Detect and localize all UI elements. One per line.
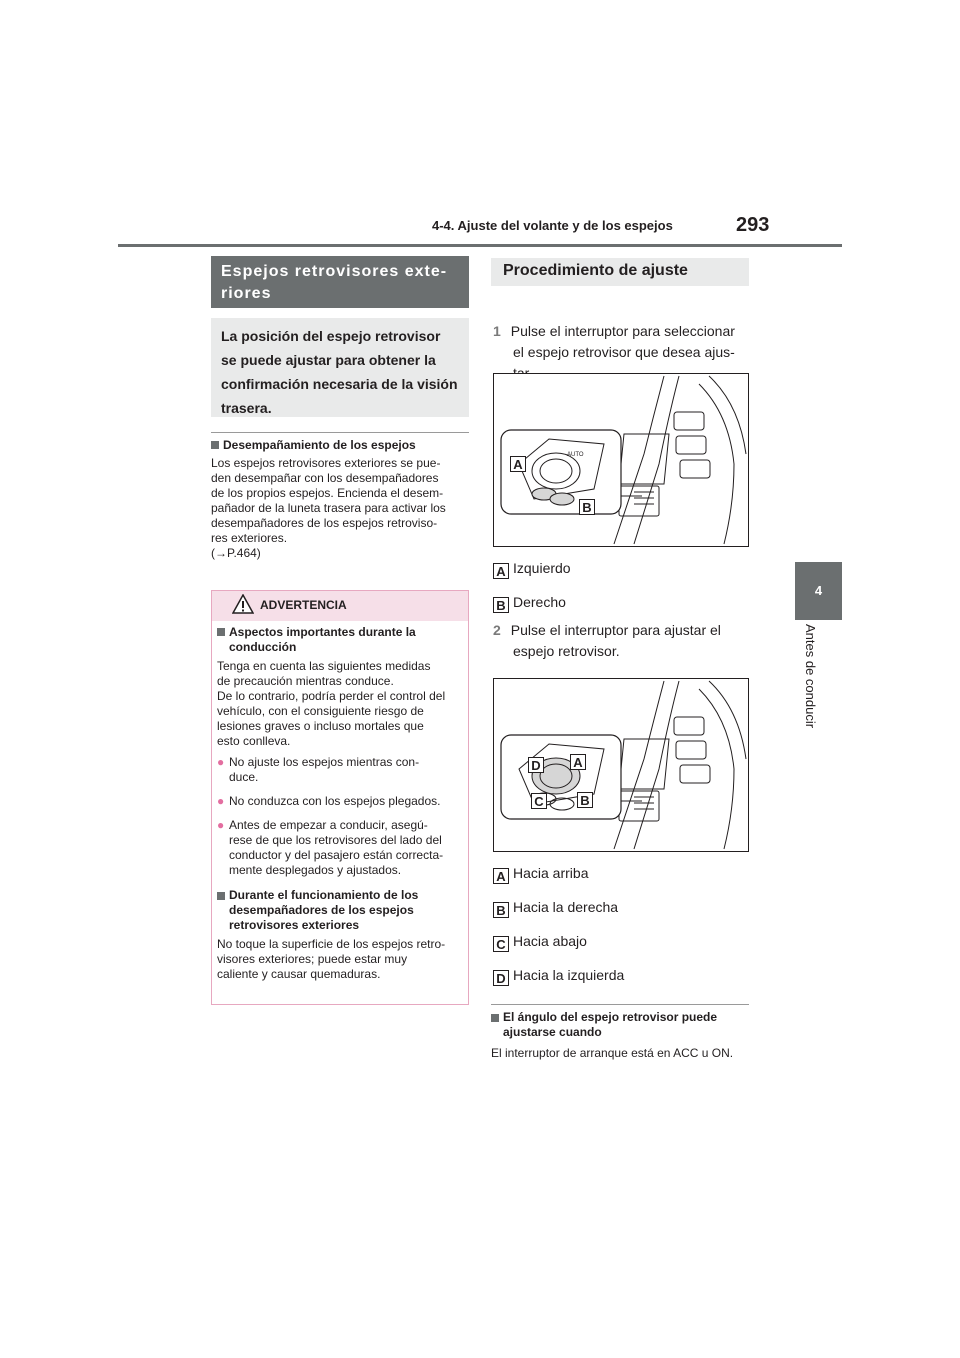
- text-line: Pulse el interruptor para ajustar el: [510, 622, 721, 638]
- warning-bullet: [217, 794, 467, 809]
- chapter-label: [778, 624, 838, 744]
- intro-box: La posición del espejo retrovisor se puede ajustar para obtener la confirmación necesaria de la visión trasera.: [211, 318, 469, 417]
- defog-title-text: Desempañamiento de los espejos: [223, 438, 416, 452]
- warning-text1: [217, 659, 467, 749]
- figure-mirror-adjust: [493, 678, 749, 852]
- text-line: No ajuste los espejos mientras con-: [229, 755, 420, 769]
- text-line: de los propios espejos. Encienda el desem-: [211, 486, 444, 500]
- square-bullet-icon: [491, 1014, 499, 1022]
- text-line: de precaución mientras conduce.: [217, 674, 394, 688]
- legend-label: A: [493, 868, 509, 884]
- label-b: B: [579, 499, 595, 515]
- warning-sub1: [217, 625, 467, 655]
- auto-label: AUTO: [567, 452, 584, 458]
- text-line: espejo retrovisor.: [513, 643, 620, 659]
- step-number: 2: [493, 622, 501, 638]
- legend-text: Izquierdo: [513, 560, 571, 576]
- text-line: retrovisores exteriores: [229, 918, 360, 932]
- text-line: No toque la superficie de los espejos retro-: [217, 937, 446, 951]
- legend-label: C: [493, 936, 509, 952]
- legend-label: B: [493, 902, 509, 918]
- divider: [491, 1004, 749, 1005]
- legend-text: Derecho: [513, 594, 566, 610]
- warning-content: [217, 625, 467, 982]
- defog-title: [211, 438, 469, 453]
- text-line: conductor y del pasajero están correcta-: [229, 848, 444, 862]
- label-c: C: [531, 793, 547, 809]
- text-line: Los espejos retrovisores exteriores se pue-: [211, 456, 441, 470]
- square-bullet-icon: [211, 441, 219, 449]
- label-a: A: [570, 754, 586, 770]
- text-line: duce.: [229, 770, 259, 784]
- mirror-switch-illustration: [494, 374, 748, 546]
- legend-text: Hacia la derecha: [513, 899, 619, 915]
- note-text: El interruptor de arranque está en ACC u ON.: [491, 1046, 734, 1060]
- warning-bullet: [217, 755, 467, 785]
- legend-label: A: [493, 563, 509, 579]
- text-line: mente desplegados y ajustados.: [229, 863, 402, 877]
- text-line: res exteriores.: [211, 531, 288, 545]
- text-line: No conduzca con los espejos plegados.: [229, 794, 441, 808]
- legend-item: [493, 898, 624, 916]
- step-2: [493, 620, 763, 662]
- circle-bullet-icon: ●: [217, 818, 225, 832]
- legend-item: [493, 593, 571, 611]
- text-line: esto conlleva.: [217, 734, 291, 748]
- divider: [211, 432, 469, 433]
- warning-bullet: [217, 818, 467, 878]
- warning-triangle-icon: [232, 594, 254, 614]
- text-line: desempañadores de los espejos: [229, 903, 414, 917]
- text-line: desempañadores de los espejos retroviso-: [211, 516, 438, 530]
- text-line: Antes de empezar a conducir, asegú-: [229, 818, 428, 832]
- text-line: Durante el funcionamiento de los: [229, 888, 419, 902]
- legend-item: [493, 932, 624, 950]
- label-b: B: [577, 792, 593, 808]
- section-title: 4-4. Ajuste del volante y de los espejos: [432, 218, 673, 233]
- section-heading-procedure: Procedimiento de ajuste: [491, 258, 749, 286]
- legend-text: Hacia abajo: [513, 933, 587, 949]
- text-line: (→P.464): [211, 546, 261, 560]
- text-line: Tenga en cuenta las siguientes medidas: [217, 659, 431, 673]
- warning-header: [212, 591, 468, 621]
- text-line: den desempañar con los desempañadores: [211, 471, 439, 485]
- text-line: Pulse el interruptor para seleccionar: [510, 323, 735, 339]
- section-heading-mirrors: Espejos retrovisores exte-riores: [211, 256, 469, 308]
- circle-bullet-icon: ●: [217, 755, 225, 769]
- square-bullet-icon: [217, 628, 225, 636]
- text-line: caliente y causar quemaduras.: [217, 967, 381, 981]
- square-bullet-icon: [217, 892, 225, 900]
- chapter-label-text: Antes de conducir: [803, 624, 818, 729]
- text-line: el espejo retrovisor que desea ajus-: [513, 344, 735, 360]
- step-number: 1: [493, 323, 501, 339]
- label-a: A: [510, 456, 526, 472]
- text-line: El ángulo del espejo retrovisor puede: [503, 1010, 718, 1024]
- defog-text: [211, 456, 473, 561]
- text-line: rese de que los retrovisores del lado del: [229, 833, 442, 847]
- warning-sub1-text: Aspectos importantes durante la conducción: [229, 625, 416, 654]
- figure-mirror-select: [493, 373, 749, 547]
- text-line: lesiones graves o incluso mortales que: [217, 719, 424, 733]
- page-number: 293: [736, 214, 770, 236]
- legend-label: B: [493, 597, 509, 613]
- text-line: De lo contrario, podría perder el control del: [217, 689, 446, 703]
- legend-item: [493, 559, 571, 577]
- label-d: D: [528, 757, 544, 773]
- header-rule: [118, 244, 842, 247]
- legend-2: [493, 864, 624, 984]
- warning-sub2: [217, 888, 467, 933]
- warning-box: [211, 590, 469, 1005]
- legend-item: [493, 966, 624, 984]
- text-line: vehículo, con el consiguiente riesgo de: [217, 704, 424, 718]
- warning-text2: [217, 937, 467, 982]
- note-title: [491, 1010, 749, 1040]
- legend-text: Hacia la izquierda: [513, 967, 625, 983]
- legend-label: D: [493, 970, 509, 986]
- circle-bullet-icon: ●: [217, 794, 225, 808]
- legend-text: Hacia arriba: [513, 865, 589, 881]
- warning-title: ADVERTENCIA: [260, 598, 347, 612]
- text-line: pañador de la luneta trasera para activar los: [211, 501, 446, 515]
- legend-1: [493, 559, 571, 611]
- chapter-tab: 4: [795, 562, 842, 620]
- text-line: ajustarse cuando: [503, 1025, 602, 1039]
- text-line: visores exteriores; puede estar muy: [217, 952, 408, 966]
- legend-item: [493, 864, 624, 882]
